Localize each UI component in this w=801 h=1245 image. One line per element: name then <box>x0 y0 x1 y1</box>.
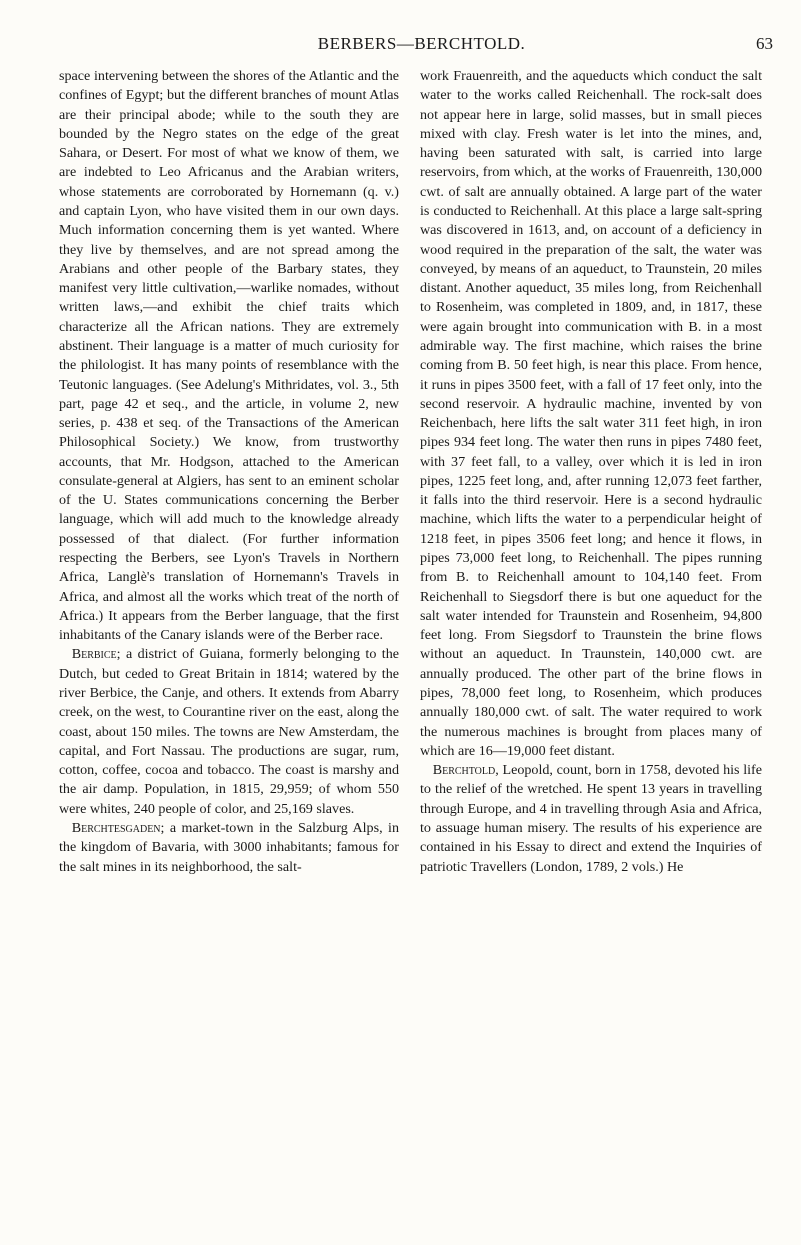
berchtesgaden-entry-continued: work Frauenreith, and the aqueducts which conduct the salt water to the works called Reichenhall. The rock-salt does not appear here in large, solid masses, but in small pieces mixed with clay. Fresh water is let into the mines, and, having been saturated with salt, is carried into large reservoirs, from which, at the works of Frauenreith, 130,000 cwt. of salt are annually obtained. A large part of the water is conducted to Reichenhall. At this place a large salt-spring was discovered in 1613, and, on account of a deficiency in wood required in the preparation of the salt, the water was conveyed, by means of an aqueduct, to Traunstein, 20 miles distant. Another aqueduct, 35 miles long, from Reichenhall to Rosenheim, was completed in 1809, and, in 1817, these were again brought into communication with B. in a most admirable way. The first machine, which raises the brine coming from B. 50 feet high, is near this place. From hence, it runs in pipes 3500 feet, with a fall of 17 feet only, into the second reservoir. A hydraulic machine, invented by von Reichenbach, here lifts the salt water 311 feet high, in iron pipes 934 feet long. The water then runs in pipes 7480 feet, with 37 feet fall, to a valley, over which it is led in iron pipes, 1225 feet long, and, after running 12,073 feet farther, it falls into the third reservoir. Here is a second hydraulic machine, which lifts the water to a perpendicular height of 1218 feet, in pipes 3506 feet long; and hence it flows, in pipes 73,000 feet long, to Reichenhall. The pipes running from B. to Reichenhall amount to 104,140 feet. From Reichenhall to Siegsdorf there is but one aqueduct for the salt water intended for Traunstein and Rosenheim, 94,800 feet long. From Siegsdorf to Traunstein the brine flows without an aqueduct. In Traunstein, 140,000 cwt. are annually produced. The other part of the brine flows in pipes, 78,000 feet long, to Rosenheim, which produces annually 180,000 cwt. of salt. The water required to work the numerous machines is brought from places many of which are 16—19,000 feet distant. <box>420 68 762 759</box>
right-column <box>420 67 762 877</box>
entry-headword: Berbice <box>71 646 117 663</box>
running-head: BERBERS—BERCHTOLD. <box>317 34 526 53</box>
berchtesgaden-entry <box>59 819 399 877</box>
entry-body: ; a market-town in the Salzburg Alps, in the kingdom of Bavaria, with 3000 inhabitants; famous for the salt mines in its neighborhood, the salt- <box>59 819 399 875</box>
berchtold-entry <box>420 761 762 877</box>
entry-headword: Berchtold <box>432 762 496 779</box>
entry-body: ; a district of Guiana, formerly belonging to the Dutch, but ceded to Great Britain in 1814; watered by the river Berbice, the Canje, and others. It extends from Abarry creek, on the west, to Courantine river on the east, along the coast, about 150 miles. The towns are New Amsterdam, the capital, and Fort Nassau. The productions are sugar, rum, cotton, coffee, cocoa and tobacco. The coast is marshy and the air damp. Population, in 1815, 29,959; of whom 550 were whites, 240 people of color, and 25,169 slaves. <box>59 646 399 817</box>
page-number: 63 <box>756 34 773 53</box>
entry-headword: Berchtesgaden <box>71 819 161 836</box>
page-header <box>70 34 773 58</box>
berbers-entry-continued: space intervening between the shores of the Atlantic and the confines of Egypt; but the different branches of mount Atlas are their principal abode; while to the south they are bounded by the Negro states on the edge of the great Sahara, or Desert. For most of what we know of them, we are indebted to Leo Africanus and the Arabian writers, whose statements are corroborated by Hornemann (q. v.) and captain Lyon, who have visited them in our own days. Much information concerning them is yet wanted. Where they live by themselves, and are not spread among the Arabians and other people of the Barbary states, they manifest very little cultivation,—warlike nomades, without written laws,—and exhibit the chief traits which characterize all the African nations. They are extremely abstinent. Their language is a matter of much curiosity for the philologist. It has many points of resemblance with the Teutonic languages. (See Adelung's Mithridates, vol. 3., 5th part, page 42 et seq., and the article, in volume 2, new series, p. 438 et seq. of the Transactions of the American Philosophical Society.) We know, from trustworthy accounts, that Mr. Hodgson, attached to the American consulate-general at Algiers, has sent to an eminent scholar of the U. States communications concerning the Berber language, which will add much to the knowledge already possessed of that dialect. (For further information respecting the Berbers, see Lyon's Travels in Northern Africa, Langlè's translation of Hornemann's Travels in Africa, and almost all the works which treat of the north of Africa.) It appears from the Berber language, that the first inhabitants of the Canary islands were of the Berber race. <box>59 68 399 644</box>
berbice-entry <box>59 645 399 819</box>
left-column <box>59 67 399 877</box>
entry-body: , Leopold, count, born in 1758, devoted his life to the relief of the wretched. He spent 13 years in travelling through Europe, and 4 in travelling through Asia and Africa, to assuage human misery. The results of his experience are contained in his Essay to direct and extend the Inquiries of patriotic Travellers (London, 1789, 2 vols.) He <box>420 762 762 875</box>
